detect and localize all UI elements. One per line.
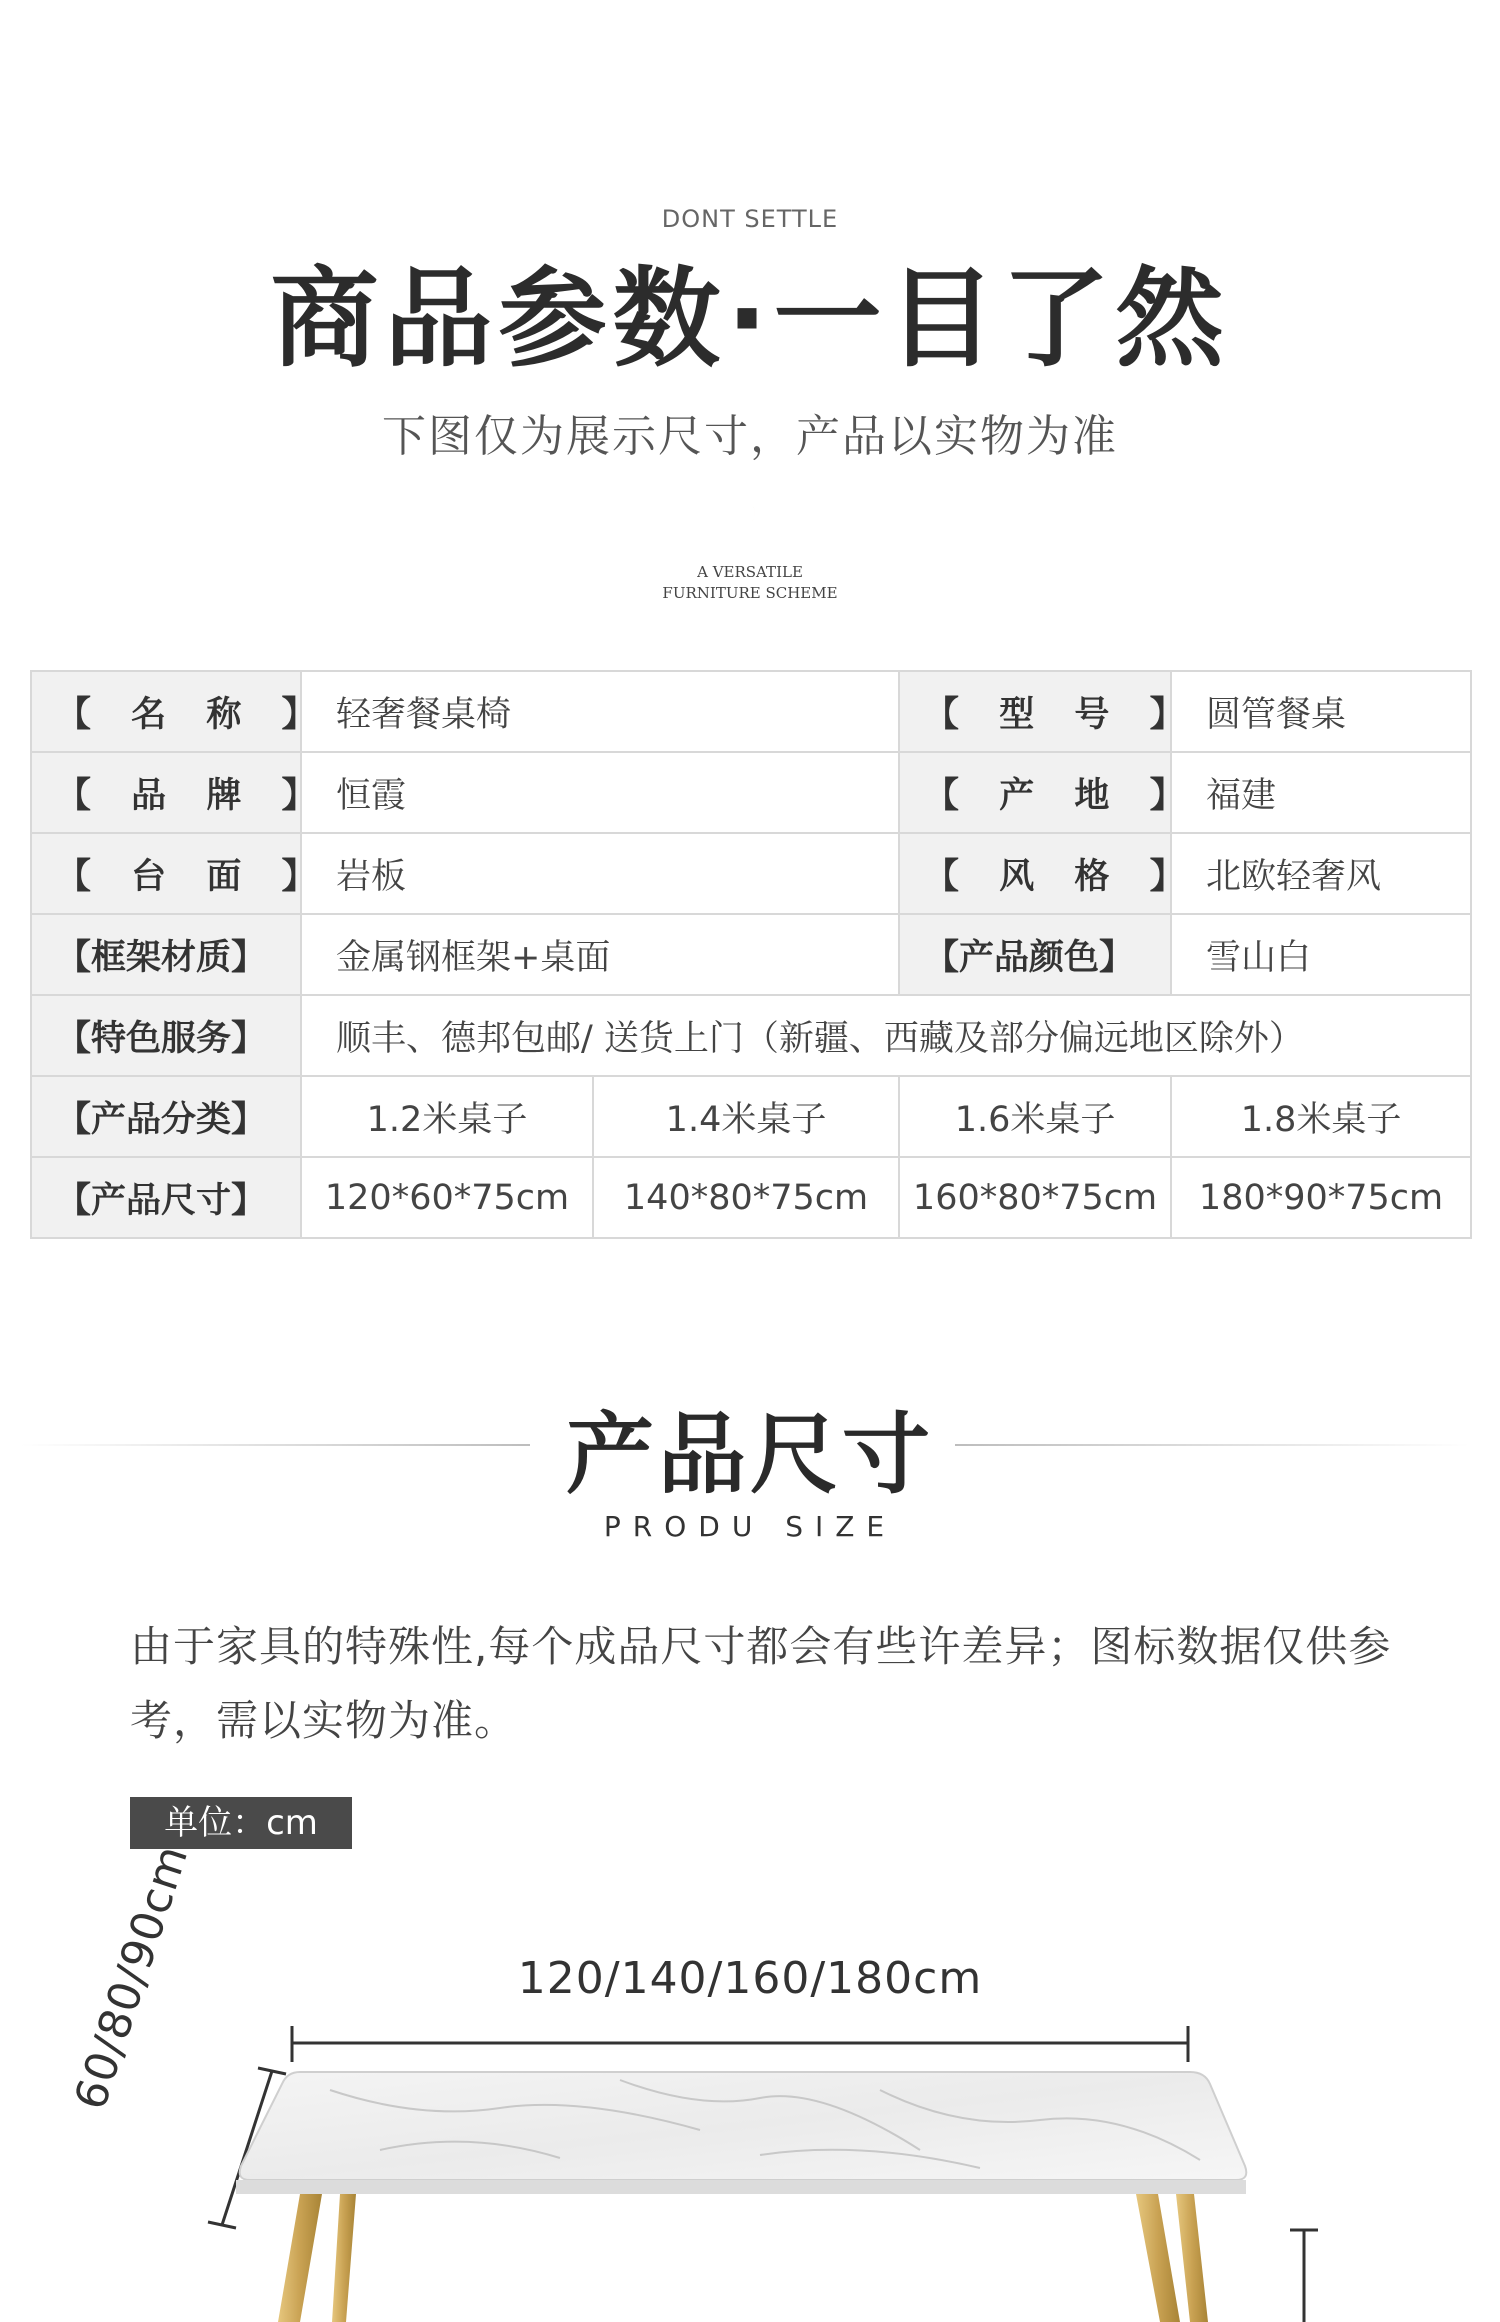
table-leg [1176, 2194, 1208, 2322]
name-label: 【 名 称 】 [31, 671, 301, 752]
size-cell: 120*60*75cm [301, 1157, 593, 1238]
frame-label: 【框架材质】 [31, 914, 301, 995]
size-label: 【产品尺寸】 [31, 1157, 301, 1238]
style-label: 【 风 格 】 [899, 833, 1171, 914]
kicker-text: DONT SETTLE [661, 205, 839, 233]
name-value: 轻奢餐桌椅 [301, 671, 899, 752]
page-title: 商品参数·一目了然 [270, 257, 1230, 382]
width-dimension-label: 120/140/160/180cm [517, 1953, 983, 2004]
top-value: 岩板 [301, 833, 899, 914]
crescent-moon-icon [738, 498, 760, 528]
category-cell: 1.8米桌子 [1171, 1076, 1471, 1157]
model-label: 【 型 号 】 [899, 671, 1171, 752]
table-leg [1136, 2194, 1180, 2322]
table-row [31, 914, 1471, 995]
table-row [31, 833, 1471, 914]
depth-dimension-label: 60/80/90cm [65, 1838, 199, 2116]
spec-table [30, 670, 1472, 1239]
category-cell: 1.4米桌子 [593, 1076, 899, 1157]
origin-label: 【 产 地 】 [899, 752, 1171, 833]
top-label: 【 台 面 】 [31, 833, 301, 914]
model-value: 圆管餐桌 [1171, 671, 1471, 752]
width-dimension-line [292, 2026, 1188, 2062]
service-value: 顺丰、德邦包邮/ 送货上门（新疆、西藏及部分偏远地区除外） [301, 995, 1471, 1076]
category-label: 【产品分类】 [31, 1076, 301, 1157]
frame-value: 金属钢框架+桌面 [301, 914, 899, 995]
size-cell: 140*80*75cm [593, 1157, 899, 1238]
table-row [31, 671, 1471, 752]
color-value: 雪山白 [1171, 914, 1471, 995]
color-label: 【产品颜色】 [899, 914, 1171, 995]
height-dimension-line [1290, 2230, 1318, 2322]
size-note: 由于家具的特殊性,每个成品尺寸都会有些许差异；图标数据仅供参考，需以实物为准。 [130, 1622, 1392, 1745]
page-subtitle: 下图仅为展示尺寸，产品以实物为准 [382, 411, 1118, 462]
service-label: 【特色服务】 [31, 995, 301, 1076]
table-row [31, 1076, 1471, 1157]
table-row [31, 752, 1471, 833]
table-leg [278, 2194, 322, 2322]
tagline-line-1: A VERSATILE [697, 563, 803, 581]
section-title: 产品尺寸 [565, 1403, 934, 1506]
table-leg [332, 2194, 356, 2322]
brand-label: 【 品 牌 】 [31, 752, 301, 833]
brand-value: 恒霞 [301, 752, 899, 833]
size-cell: 160*80*75cm [899, 1157, 1171, 1238]
category-cell: 1.2米桌子 [301, 1076, 593, 1157]
marble-tabletop [240, 2072, 1247, 2180]
origin-value: 福建 [1171, 752, 1471, 833]
table-row [31, 1157, 1471, 1238]
size-cell: 180*90*75cm [1171, 1157, 1471, 1238]
style-value: 北欧轻奢风 [1171, 833, 1471, 914]
section-subtitle: PRODU SIZE [603, 1510, 897, 1543]
table-row [31, 995, 1471, 1076]
tagline [0, 562, 1500, 604]
category-cell: 1.6米桌子 [899, 1076, 1171, 1157]
tagline-line-2: FURNITURE SCHEME [662, 584, 838, 602]
table-illustration [0, 1980, 1500, 2322]
unit-badge: 单位：cm [130, 1797, 352, 1849]
